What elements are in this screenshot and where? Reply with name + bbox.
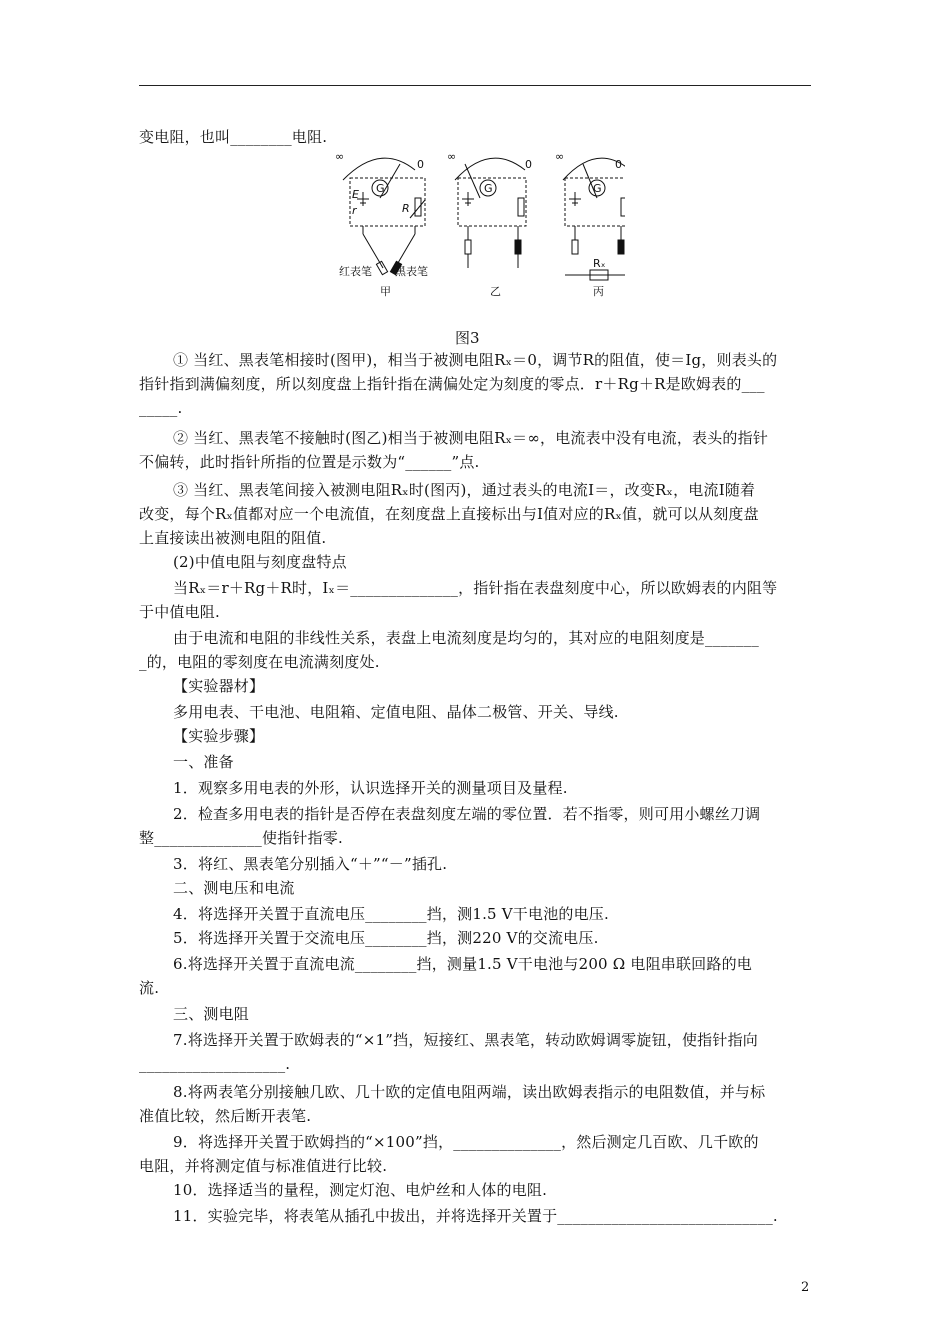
zero-label-3: 0 bbox=[615, 158, 622, 171]
text-line: 整______________使指针指零. bbox=[139, 829, 343, 847]
text-line: 二、测电压和电流 bbox=[173, 879, 295, 897]
header-rule bbox=[139, 85, 811, 86]
panel-jia-black-probe: 黑表笔 bbox=[395, 265, 428, 278]
text-line: _的，电阻的零刻度在电流满刻度处. bbox=[139, 653, 380, 671]
panel-yi bbox=[455, 158, 526, 268]
text-line: 上直接读出被测电阻的阻值. bbox=[139, 529, 327, 547]
text-line: ___________________. bbox=[139, 1055, 291, 1073]
emf-label: E bbox=[352, 188, 359, 201]
text-line: 改变，每个Rₓ值都对应一个电流值，在刻度盘上直接标出与Ⅰ值对应的Rₓ值，就可以从刻度盘 bbox=[139, 505, 759, 523]
panel-yi-label: 乙 bbox=[490, 285, 501, 298]
text-line: 不偏转，此时指针所指的位置是示数为“______”点. bbox=[139, 453, 480, 471]
text-line: 3．将红、黑表笔分别插入“＋”“－”插孔. bbox=[173, 855, 448, 873]
infinity-label-3: ∞ bbox=[555, 150, 565, 163]
text-line: 8.将两表笔分别接触几欧、几十欧的定值电阻两端，读出欧姆表指示的电阻数值，并与标 bbox=[173, 1083, 766, 1101]
text-line: 9．将选择开关置于欧姆挡的“×100”挡，______________，然后测定几百欧、几千欧的 bbox=[173, 1133, 759, 1151]
text-line: 【实验步骤】 bbox=[173, 727, 265, 745]
text-line: 6.将选择开关置于直流电流________挡，测量1.5 V干电池与200 Ω 电阻串联回路的电 bbox=[173, 955, 752, 973]
page-number: 2 bbox=[801, 1280, 810, 1295]
infinity-label-2: ∞ bbox=[447, 150, 457, 163]
text-line: 多用电表、干电池、电阻箱、定值电阻、晶体二极管、开关、导线. bbox=[173, 703, 619, 721]
text-line: 由于电流和电阻的非线性关系，表盘上电流刻度是均匀的，其对应的电阻刻度是_______ bbox=[173, 629, 759, 647]
galvanometer-label-3: G bbox=[593, 182, 602, 195]
text-line: 2．检查多用电表的指针是否停在表盘刻度左端的零位置．若不指零，则可用小螺丝刀调 bbox=[173, 805, 761, 823]
text-line: 1．观察多用电表的外形，认识选择开关的测量项目及量程. bbox=[173, 779, 568, 797]
text-line: 指针指到满偏刻度，所以刻度盘上指针指在满偏处定为刻度的零点．r＋Rg＋R是欧姆表的___ bbox=[139, 375, 765, 393]
r-label: r bbox=[352, 204, 357, 217]
text-line: 三、测电阻 bbox=[173, 1005, 250, 1023]
text-line: _____. bbox=[139, 399, 183, 417]
text-line: 当Rₓ＝r＋Rg＋R时，Iₓ＝______________，指针指在表盘刻度中心，所以欧姆表的内阻等 bbox=[173, 579, 778, 597]
galvanometer-label: G bbox=[376, 182, 385, 195]
text-line: 7.将选择开关置于欧姆表的“×1”挡，短接红、黑表笔，转动欧姆调零旋钮，使指针指向 bbox=[173, 1031, 758, 1049]
text-line: 11．实验完毕，将表笔从插孔中拔出，并将选择开关置于____________________________. bbox=[173, 1207, 778, 1225]
zero-label-2: 0 bbox=[525, 158, 532, 171]
rx-label: Rₓ bbox=[593, 257, 606, 270]
text-line: ③ 当红、黑表笔间接入被测电阻Rₓ时(图丙)，通过表头的电流Ⅰ＝，改变Rₓ，电流Ⅰ随着 bbox=[173, 481, 756, 499]
text-line: ② 当红、黑表笔不接触时(图乙)相当于被测电阻Rₓ＝∞，电流表中没有电流，表头的指针 bbox=[173, 429, 769, 447]
infinity-label: ∞ bbox=[335, 150, 345, 163]
figure-caption: 图3 bbox=[455, 329, 480, 347]
text-line: 于中值电阻. bbox=[139, 603, 220, 621]
text-line: 10．选择适当的量程，测定灯泡、电炉丝和人体的电阻. bbox=[173, 1181, 548, 1199]
text-line: 电阻，并将测定值与标准值进行比较. bbox=[139, 1157, 388, 1175]
text-line: 4．将选择开关置于直流电压________挡，测1.5 V干电池的电压. bbox=[173, 905, 609, 923]
zero-label: 0 bbox=[417, 158, 424, 171]
galvanometer-label-2: G bbox=[484, 182, 493, 195]
text-line: (2)中值电阻与刻度盘特点 bbox=[173, 553, 347, 571]
ohmmeter-circuit-figure bbox=[325, 150, 625, 300]
text-line: 【实验器材】 bbox=[173, 677, 265, 695]
panel-jia-red-probe: 红表笔 bbox=[339, 265, 372, 278]
text-line: 5．将选择开关置于交流电压________挡，测220 V的交流电压. bbox=[173, 929, 599, 947]
text-line: 变电阻，也叫________电阻. bbox=[139, 128, 328, 146]
rheostat-label: R bbox=[402, 202, 410, 215]
text-line: 准值比较，然后断开表笔. bbox=[139, 1107, 312, 1125]
panel-jia-label: 甲 bbox=[380, 285, 391, 298]
text-line: 流. bbox=[139, 979, 160, 997]
panel-bing-label: 丙 bbox=[593, 285, 604, 298]
text-line: 一、准备 bbox=[173, 753, 234, 771]
text-line: ① 当红、黑表笔相接时(图甲)，相当于被测电阻Rₓ＝0，调节R的阻值，使＝Ig，则表头的 bbox=[173, 351, 778, 369]
